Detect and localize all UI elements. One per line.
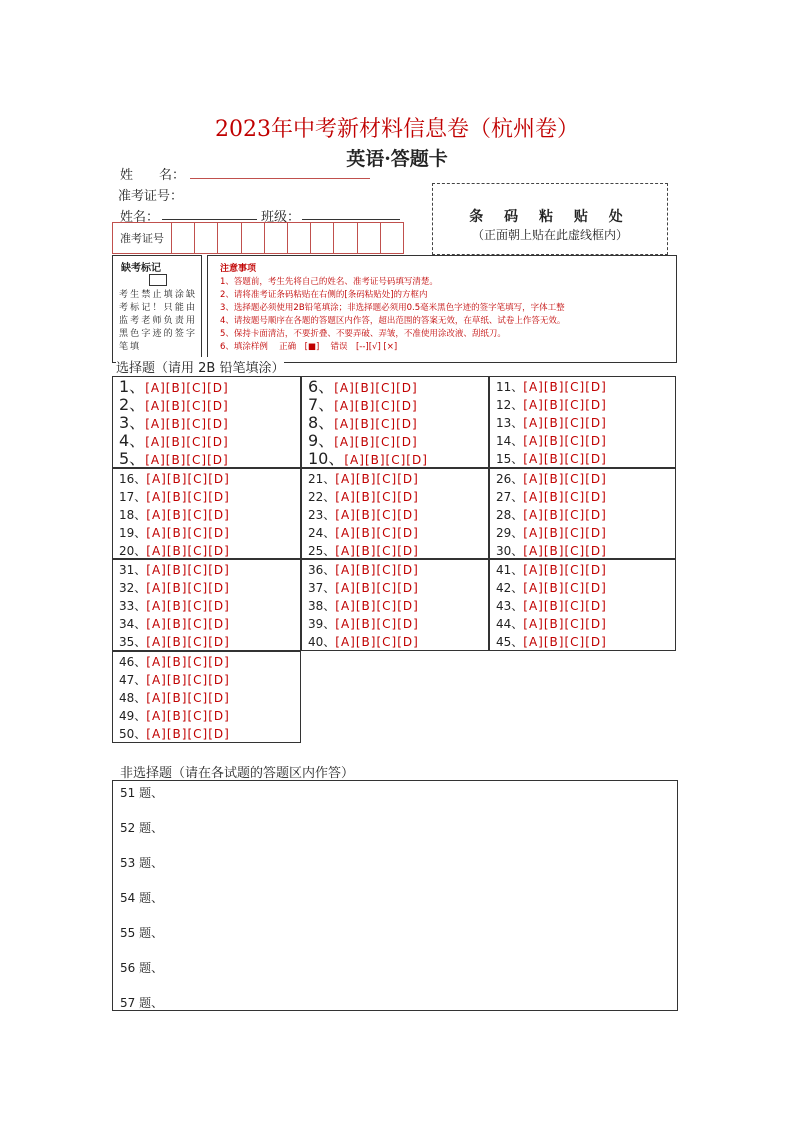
question-row [496,450,607,468]
question-row [119,524,230,542]
question-row [308,579,419,597]
question-number: 22、 [308,490,336,504]
question-row [119,488,230,506]
question-row [496,579,607,597]
exam-number-cell[interactable] [265,223,288,253]
question-group [112,651,301,743]
answer-options[interactable]: [A][B][C][D] [523,617,607,631]
answer-options[interactable]: [A][B][C][D] [335,617,419,631]
answer-options[interactable]: [A][B][C][D] [523,416,607,430]
answer-options[interactable]: [A][B][C][D] [146,691,230,705]
question-number: 26、 [496,472,524,486]
answer-options[interactable]: [A][B][C][D] [146,526,230,540]
question-number: 35、 [119,635,147,649]
answer-options[interactable]: [A][B][C][D] [146,508,230,522]
answer-options[interactable]: [A][B][C][D] [334,399,418,413]
answer-options[interactable]: [A][B][C][D] [145,399,229,413]
barcode-title: 条 码 粘 贴 处 [469,209,631,225]
question-row [119,378,229,396]
answer-options[interactable]: [A][B][C][D] [335,472,419,486]
question-row [308,432,418,450]
answer-options[interactable]: [A][B][C][D] [523,563,607,577]
question-row [496,615,607,633]
name-field-2[interactable] [162,205,257,220]
question-number: 17、 [119,490,147,504]
answer-options[interactable]: [A][B][C][D] [145,381,229,395]
question-number: 34、 [119,617,147,631]
answer-options[interactable]: [A][B][C][D] [146,617,230,631]
question-row [496,432,607,450]
question-row [308,633,419,651]
question-number: 36、 [308,563,336,577]
question-number: 41、 [496,563,524,577]
answer-options[interactable]: [A][B][C][D] [146,673,230,687]
question-row [496,396,607,414]
barcode-area [432,183,668,255]
answer-options[interactable]: [A][B][C][D] [145,417,229,431]
question-row [119,542,230,560]
notice-line: 5、保持卡面清洁，不要折叠、不要弄破、弄皱，不准使用涂改液、刮纸刀。 [220,329,506,339]
question-row [496,561,607,579]
question-number: 25、 [308,544,336,558]
question-number: 40、 [308,635,336,649]
answer-options[interactable]: [A][B][C][D] [335,581,419,595]
question-number: 32、 [119,581,147,595]
question-row [119,653,230,671]
exam-number-cell[interactable] [218,223,241,253]
answer-options[interactable]: [A][B][C][D] [344,453,428,467]
question-number: 46、 [119,655,147,669]
notice-line: 2、请将准考证条码粘贴在右侧的[条码粘贴处]的方框内 [220,290,428,300]
question-row [119,432,229,450]
answer-options[interactable]: [A][B][C][D] [146,599,230,613]
question-row [119,396,229,414]
question-row [308,488,419,506]
question-row [119,615,230,633]
question-row [308,414,418,432]
page-title: 2023年中考新材料信息卷（杭州卷） [215,117,579,142]
answer-options[interactable]: [A][B][C][D] [334,381,418,395]
notice-line: 4、请按题号顺序在各题的答题区内作答，超出范围的答案无效，在草纸、试卷上作答无效。 [220,316,566,326]
question-number: 11、 [496,380,524,394]
question-row [308,396,418,414]
nonchoice-question-label: 55 题、 [120,926,164,940]
question-number: 13、 [496,416,524,430]
answer-options[interactable]: [A][B][C][D] [523,635,607,649]
notice-line: 3、选择题必须使用2B铅笔填涂；非选择题必须用0.5毫米黑色字迹的签字笔填写，字体工整 [220,303,565,313]
question-group [489,376,676,468]
question-row [119,470,230,488]
nonchoice-question-label: 54 题、 [120,891,164,905]
question-row [119,707,230,725]
nonchoice-section-heading: 非选择题（请在各试题的答题区内作答） [120,766,355,781]
answer-options[interactable]: [A][B][C][D] [523,544,607,558]
exam-number-cell[interactable] [288,223,311,253]
notice-line: 1、答题前，考生先将自己的姓名、准考证号码填写清楚。 [220,277,438,287]
choice-answer-grid [112,376,676,743]
answer-options[interactable]: [A][B][C][D] [335,563,419,577]
answer-options[interactable]: [A][B][C][D] [523,526,607,540]
question-number: 3、 [119,413,146,432]
question-number: 24、 [308,526,336,540]
question-row [496,597,607,615]
question-row [496,524,607,542]
question-row [308,561,419,579]
question-number: 39、 [308,617,336,631]
answer-options[interactable]: [A][B][C][D] [523,581,607,595]
question-row [496,542,607,560]
question-row [119,506,230,524]
question-row [308,506,419,524]
name-label: 姓 名： [120,168,186,183]
choice-section-heading: 选择题（请用 2B 铅笔填涂） [116,357,284,376]
name-label-2: 姓名： [120,210,160,225]
exam-number-label: 准考证号： [118,189,184,204]
answer-options[interactable]: [A][B][C][D] [146,727,230,741]
notice-title: 注意事项 [220,264,257,274]
exam-number-cell[interactable] [172,223,195,253]
exam-number-cell[interactable] [381,223,403,253]
question-number: 12、 [496,398,524,412]
exam-number-cell[interactable] [358,223,381,253]
question-row [119,671,230,689]
answer-options[interactable]: [A][B][C][D] [523,490,607,504]
answer-options[interactable]: [A][B][C][D] [146,635,230,649]
class-label: 班级： [261,210,301,225]
question-number: 20、 [119,544,147,558]
exam-number-cell[interactable] [195,223,218,253]
answer-options[interactable]: [A][B][C][D] [523,398,607,412]
question-number: 49、 [119,709,147,723]
question-row [496,506,607,524]
question-group [489,468,676,559]
question-row [308,542,419,560]
answer-options[interactable]: [A][B][C][D] [523,452,607,466]
exam-number-cell[interactable] [242,223,265,253]
exam-number-cell[interactable] [334,223,357,253]
question-number: 47、 [119,673,147,687]
absent-mark-title: 缺考标记 [121,263,161,274]
question-group [301,468,489,559]
question-number: 10、 [308,449,345,468]
answer-options[interactable]: [A][B][C][D] [146,563,230,577]
question-number: 4、 [119,431,146,450]
nonchoice-question-label: 51 题、 [120,786,164,800]
nonchoice-question-label: 53 题、 [120,856,164,870]
class-field[interactable] [302,205,400,220]
question-number: 45、 [496,635,524,649]
answer-options[interactable]: [A][B][C][D] [334,435,418,449]
question-row [119,597,230,615]
question-number: 2、 [119,395,146,414]
question-row [308,524,419,542]
question-row [119,561,230,579]
notice-line: 6、填涂样例 正确 [■] 错误 [--][√] [×] [220,342,398,352]
question-row [119,414,229,432]
answer-options[interactable]: [A][B][C][D] [523,508,607,522]
question-number: 18、 [119,508,147,522]
question-number: 16、 [119,472,147,486]
absent-mark-text: 考生禁止填涂缺考标记！只能由监考老师负责用黑色字迹的签字笔填 [119,290,197,352]
question-row [496,470,607,488]
question-group [489,559,676,651]
question-number: 23、 [308,508,336,522]
answer-options[interactable]: [A][B][C][D] [335,508,419,522]
answer-options[interactable]: [A][B][C][D] [523,599,607,613]
question-group [112,559,301,651]
question-number: 8、 [308,413,335,432]
exam-number-grid-label: 准考证号 [113,223,172,253]
answer-options[interactable]: [A][B][C][D] [523,380,607,394]
question-row [308,470,419,488]
question-number: 5、 [119,449,146,468]
question-number: 7、 [308,395,335,414]
question-number: 14、 [496,434,524,448]
question-number: 6、 [308,377,335,396]
answer-options[interactable]: [A][B][C][D] [523,434,607,448]
nonchoice-question-label: 57 题、 [120,996,164,1010]
answer-options[interactable]: [A][B][C][D] [335,544,419,558]
question-row [496,633,607,651]
exam-number-grid [112,222,404,254]
question-number: 19、 [119,526,147,540]
answer-options[interactable]: [A][B][C][D] [335,635,419,649]
question-number: 43、 [496,599,524,613]
answer-options[interactable]: [A][B][C][D] [523,472,607,486]
question-number: 38、 [308,599,336,613]
question-row [119,725,230,743]
question-row [308,378,418,396]
nonchoice-question-label: 52 题、 [120,821,164,835]
answer-options[interactable]: [A][B][C][D] [146,655,230,669]
page-subtitle: 英语·答题卡 [346,148,448,170]
question-number: 37、 [308,581,336,595]
notice-box [207,255,677,363]
question-number: 33、 [119,599,147,613]
nonchoice-question-label: 56 题、 [120,961,164,975]
answer-options[interactable]: [A][B][C][D] [146,490,230,504]
question-number: 44、 [496,617,524,631]
answer-options[interactable]: [A][B][C][D] [145,435,229,449]
question-group [301,559,489,651]
answer-options[interactable]: [A][B][C][D] [335,526,419,540]
name-field[interactable] [190,164,370,179]
answer-options[interactable]: [A][B][C][D] [335,490,419,504]
answer-options[interactable]: [A][B][C][D] [146,544,230,558]
question-row [308,597,419,615]
question-group [112,468,301,559]
question-number: 42、 [496,581,524,595]
question-group [301,376,489,468]
question-number: 30、 [496,544,524,558]
question-row [496,378,607,396]
nonchoice-answer-box[interactable] [112,780,678,1011]
question-number: 48、 [119,691,147,705]
barcode-hint: （正面朝上贴在此虚线框内） [471,228,628,242]
question-row [496,488,607,506]
answer-options[interactable]: [A][B][C][D] [145,453,229,467]
answer-options[interactable]: [A][B][C][D] [146,709,230,723]
exam-number-cell[interactable] [311,223,334,253]
question-row [308,615,419,633]
question-number: 21、 [308,472,336,486]
question-row [119,633,230,651]
question-row [119,689,230,707]
absent-mark-box [112,255,202,363]
question-number: 27、 [496,490,524,504]
question-row [119,579,230,597]
question-number: 50、 [119,727,147,741]
question-row [119,450,229,468]
question-number: 15、 [496,452,524,466]
answer-options[interactable]: [A][B][C][D] [335,599,419,613]
question-number: 9、 [308,431,335,450]
question-group [112,376,301,468]
answer-options[interactable]: [A][B][C][D] [146,472,230,486]
question-number: 28、 [496,508,524,522]
absent-mark-checkbox[interactable] [149,274,167,286]
question-number: 31、 [119,563,147,577]
answer-options[interactable]: [A][B][C][D] [146,581,230,595]
question-row [496,414,607,432]
question-number: 1、 [119,377,146,396]
question-row [308,450,428,468]
answer-options[interactable]: [A][B][C][D] [334,417,418,431]
question-number: 29、 [496,526,524,540]
